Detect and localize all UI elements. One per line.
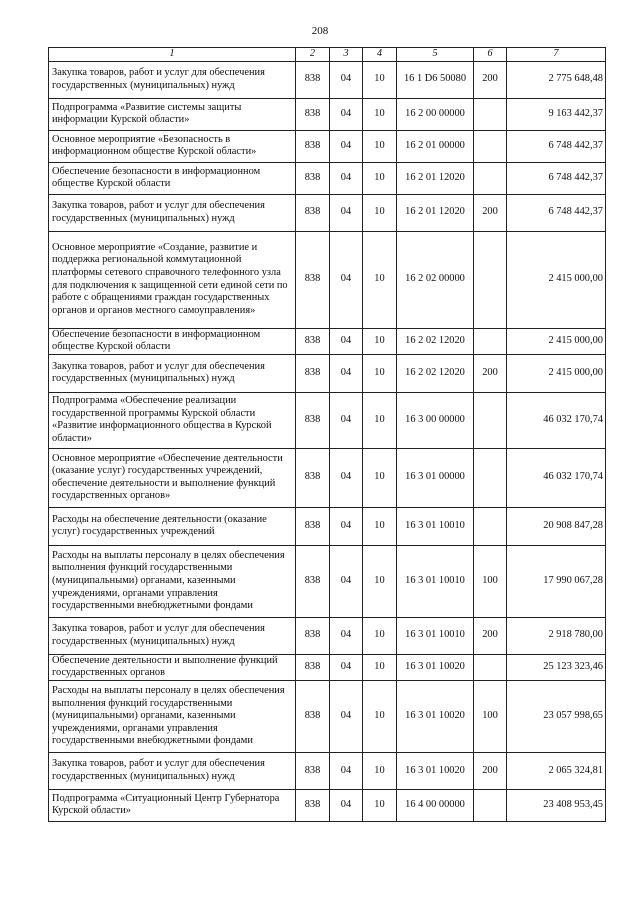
row-section: 04 [330, 752, 363, 789]
row-expense-type: 200 [474, 194, 507, 231]
row-ministry-code: 838 [296, 448, 330, 507]
table-row [49, 448, 606, 507]
row-ministry-code: 838 [296, 507, 330, 545]
row-subsection: 10 [363, 680, 397, 752]
row-name: Расходы на обеспечение деятельности (оказание услуг) государственных учреждений [49, 507, 296, 545]
row-amount: 2 415 000,00 [507, 354, 606, 392]
row-amount: 25 123 323,46 [507, 654, 606, 680]
row-amount: 6 748 442,37 [507, 162, 606, 194]
header-col-6: 6 [474, 48, 507, 62]
row-ministry-code: 838 [296, 392, 330, 448]
row-expense-type [474, 507, 507, 545]
row-section: 04 [330, 680, 363, 752]
row-expense-type [474, 98, 507, 130]
row-ministry-code: 838 [296, 231, 330, 328]
row-expense-type: 200 [474, 617, 507, 654]
row-section: 04 [330, 328, 363, 354]
row-subsection: 10 [363, 61, 397, 98]
row-name: Закупка товаров, работ и услуг для обеспечения государственных (муниципальных) нужд [49, 194, 296, 231]
row-target-article: 16 3 01 10010 [397, 545, 474, 617]
row-amount: 46 032 170,74 [507, 392, 606, 448]
header-row [49, 48, 606, 62]
row-target-article: 16 2 02 12020 [397, 328, 474, 354]
row-name: Подпрограмма «Обеспечение реализации государственной программы Курской области «Развитие информационного общества в Курской области» [49, 392, 296, 448]
row-subsection: 10 [363, 448, 397, 507]
row-name: Основное мероприятие «Создание, развитие и поддержка региональной коммутационной платформы сетевого справочного телефонного узла для подключения к защищенной сети единой сети по работе с обращениями граждан государственных органов и органов местного самоуправления» [49, 231, 296, 328]
row-name: Обеспечение деятельности и выполнение функций государственных органов [49, 654, 296, 680]
table-row [49, 61, 606, 98]
header-col-2: 2 [296, 48, 330, 62]
row-expense-type: 200 [474, 61, 507, 98]
row-ministry-code: 838 [296, 194, 330, 231]
table-row [49, 617, 606, 654]
row-name: Подпрограмма «Развитие системы защиты информации Курской области» [49, 98, 296, 130]
row-target-article: 16 3 01 10010 [397, 507, 474, 545]
row-target-article: 16 1 D6 50080 [397, 61, 474, 98]
row-subsection: 10 [363, 194, 397, 231]
row-ministry-code: 838 [296, 130, 330, 162]
row-target-article: 16 3 00 00000 [397, 392, 474, 448]
row-ministry-code: 838 [296, 61, 330, 98]
table-row [49, 328, 606, 354]
row-subsection: 10 [363, 752, 397, 789]
row-ministry-code: 838 [296, 752, 330, 789]
row-subsection: 10 [363, 654, 397, 680]
row-expense-type: 200 [474, 354, 507, 392]
row-section: 04 [330, 789, 363, 821]
row-name: Расходы на выплаты персоналу в целях обеспечения выполнения функций государственными (муниципальными) органами, казенными учреждениями, органами управления государственными внебюджетными фондами [49, 545, 296, 617]
row-subsection: 10 [363, 130, 397, 162]
row-subsection: 10 [363, 507, 397, 545]
row-amount: 23 408 953,45 [507, 789, 606, 821]
row-name: Закупка товаров, работ и услуг для обеспечения государственных (муниципальных) нужд [49, 61, 296, 98]
row-amount: 2 415 000,00 [507, 328, 606, 354]
row-ministry-code: 838 [296, 98, 330, 130]
table-row [49, 507, 606, 545]
row-ministry-code: 838 [296, 328, 330, 354]
row-name: Основное мероприятие «Безопасность в информационном обществе Курской области» [49, 130, 296, 162]
row-amount: 2 775 648,48 [507, 61, 606, 98]
row-name: Подпрограмма «Ситуационный Центр Губернатора Курской области» [49, 789, 296, 821]
row-expense-type [474, 448, 507, 507]
row-name: Основное мероприятие «Обеспечение деятельности (оказание услуг) государственных учреждений, обеспечение деятельности и выполнение функций государственных органов» [49, 448, 296, 507]
row-ministry-code: 838 [296, 545, 330, 617]
row-amount: 23 057 998,65 [507, 680, 606, 752]
row-ministry-code: 838 [296, 617, 330, 654]
row-name: Расходы на выплаты персоналу в целях обеспечения выполнения функций государственными (муниципальными) органами, казенными учреждениями, органами управления государственными внебюджетными фондами [49, 680, 296, 752]
row-amount: 9 163 442,37 [507, 98, 606, 130]
row-target-article: 16 3 01 10010 [397, 617, 474, 654]
table-row [49, 545, 606, 617]
row-expense-type [474, 130, 507, 162]
row-ministry-code: 838 [296, 789, 330, 821]
row-expense-type: 100 [474, 680, 507, 752]
row-section: 04 [330, 194, 363, 231]
row-section: 04 [330, 354, 363, 392]
row-subsection: 10 [363, 617, 397, 654]
header-col-1: 1 [49, 48, 296, 62]
row-name: Обеспечение безопасности в информационном обществе Курской области [49, 162, 296, 194]
header-col-3: 3 [330, 48, 363, 62]
row-amount: 6 748 442,37 [507, 130, 606, 162]
row-expense-type: 100 [474, 545, 507, 617]
row-name: Обеспечение безопасности в информационном обществе Курской области [49, 328, 296, 354]
table-row [49, 162, 606, 194]
row-target-article: 16 3 01 00000 [397, 448, 474, 507]
row-target-article: 16 2 01 12020 [397, 194, 474, 231]
row-amount: 46 032 170,74 [507, 448, 606, 507]
row-amount: 2 918 780,00 [507, 617, 606, 654]
row-expense-type [474, 231, 507, 328]
table-row [49, 98, 606, 130]
row-amount: 2 415 000,00 [507, 231, 606, 328]
table-row [49, 680, 606, 752]
row-target-article: 16 4 00 00000 [397, 789, 474, 821]
header-col-5: 5 [397, 48, 474, 62]
row-target-article: 16 3 01 10020 [397, 654, 474, 680]
table-row [49, 752, 606, 789]
row-subsection: 10 [363, 231, 397, 328]
header-col-7: 7 [507, 48, 606, 62]
row-amount: 6 748 442,37 [507, 194, 606, 231]
row-target-article: 16 2 02 00000 [397, 231, 474, 328]
row-section: 04 [330, 545, 363, 617]
row-section: 04 [330, 231, 363, 328]
row-ministry-code: 838 [296, 162, 330, 194]
page-number: 208 [311, 25, 329, 37]
row-amount: 17 990 067,28 [507, 545, 606, 617]
row-section: 04 [330, 392, 363, 448]
row-section: 04 [330, 617, 363, 654]
row-expense-type [474, 654, 507, 680]
row-section: 04 [330, 61, 363, 98]
row-target-article: 16 2 01 12020 [397, 162, 474, 194]
row-subsection: 10 [363, 98, 397, 130]
row-expense-type [474, 789, 507, 821]
row-subsection: 10 [363, 545, 397, 617]
table-row [49, 392, 606, 448]
row-subsection: 10 [363, 328, 397, 354]
row-expense-type [474, 162, 507, 194]
row-expense-type [474, 328, 507, 354]
table-row [49, 231, 606, 328]
row-section: 04 [330, 448, 363, 507]
row-subsection: 10 [363, 162, 397, 194]
row-name: Закупка товаров, работ и услуг для обеспечения государственных (муниципальных) нужд [49, 752, 296, 789]
row-name: Закупка товаров, работ и услуг для обеспечения государственных (муниципальных) нужд [49, 617, 296, 654]
row-amount: 20 908 847,28 [507, 507, 606, 545]
row-section: 04 [330, 162, 363, 194]
row-subsection: 10 [363, 789, 397, 821]
header-col-4: 4 [363, 48, 397, 62]
row-amount: 2 065 324,81 [507, 752, 606, 789]
table-row [49, 354, 606, 392]
table-row [49, 130, 606, 162]
row-ministry-code: 838 [296, 680, 330, 752]
row-subsection: 10 [363, 354, 397, 392]
table-row [49, 654, 606, 680]
row-section: 04 [330, 130, 363, 162]
row-section: 04 [330, 654, 363, 680]
table-row [49, 194, 606, 231]
row-ministry-code: 838 [296, 654, 330, 680]
row-subsection: 10 [363, 392, 397, 448]
row-name: Закупка товаров, работ и услуг для обеспечения государственных (муниципальных) нужд [49, 354, 296, 392]
row-expense-type [474, 392, 507, 448]
budget-table [48, 47, 606, 822]
row-expense-type: 200 [474, 752, 507, 789]
row-target-article: 16 3 01 10020 [397, 752, 474, 789]
row-section: 04 [330, 98, 363, 130]
row-target-article: 16 2 02 12020 [397, 354, 474, 392]
table-row [49, 789, 606, 821]
row-target-article: 16 3 01 10020 [397, 680, 474, 752]
row-target-article: 16 2 00 00000 [397, 98, 474, 130]
row-section: 04 [330, 507, 363, 545]
row-ministry-code: 838 [296, 354, 330, 392]
row-target-article: 16 2 01 00000 [397, 130, 474, 162]
